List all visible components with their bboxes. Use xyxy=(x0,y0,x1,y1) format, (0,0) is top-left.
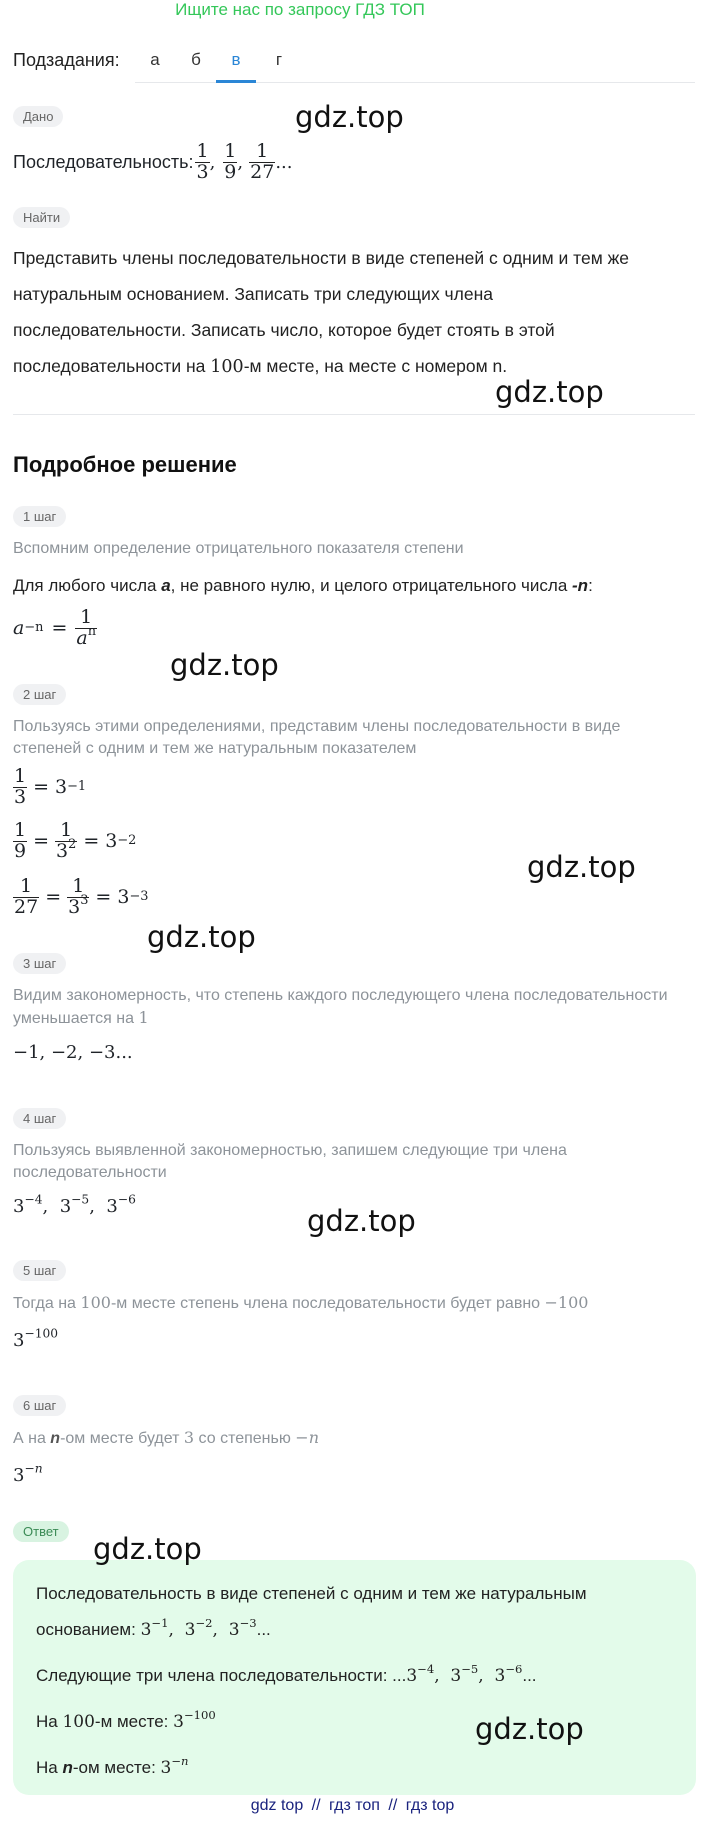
fraction: $\frac{1}{3^3}$ xyxy=(68,874,89,918)
step-6-chip: 6 шаг xyxy=(13,1395,66,1416)
subtask-tabs xyxy=(135,50,695,83)
footer-links: gdz top // гдз топ // гдз top xyxy=(250,1797,455,1814)
step-2-row-3: $\frac{1}{27}$ = $\frac{1}{3^3}$ = 3 −3 xyxy=(14,874,149,918)
step-5-chip: 5 шаг xyxy=(13,1260,66,1281)
watermark: gdz.top xyxy=(147,920,256,954)
watermark: gdz.top xyxy=(295,100,404,134)
step-2-note: Пользуясь этими определениями, представим члены последовательности в виде степеней с одним и тем же натуральным показателем xyxy=(13,718,621,757)
tab-v-active[interactable]: в xyxy=(216,50,256,83)
subtasks-label: Подзадания: xyxy=(13,50,120,70)
step-4-note: Пользуясь выявленной закономерностью, запишем следующие три члена последовательности xyxy=(13,1142,567,1181)
watermark: gdz.top xyxy=(93,1532,202,1566)
tab-g[interactable]: г xyxy=(275,50,283,69)
fraction: $\frac{1}{9}$ xyxy=(14,818,27,862)
given-chip: Дано xyxy=(13,106,63,127)
step-3-note: Видим закономерность, что степень каждого последующего члена последовательности уменьшается на 1 xyxy=(13,987,668,1027)
step-1-formula: a −n = $\frac{1}{a^n}$ xyxy=(13,605,97,649)
solution-title: Подробное решение xyxy=(13,452,237,477)
step-6-note: А на n-ом месте будет 3 со степенью −n xyxy=(13,1428,320,1447)
answer-text: Последовательность в виде степеней с одним и тем же натуральным основанием: $3^{-1}$, $3^{-2}$, $3^{-3}$... Следующие три члена последовательности: $...3^{-4}$, $3^{-5}$, $3^{-6}$... На 100-м месте: $3^{-100}$ На n-ом месте: $3^{-n}$ xyxy=(36,1584,587,1778)
step-3-result: −1, −2, −3... xyxy=(13,1042,133,1063)
watermark: gdz.top xyxy=(170,648,279,682)
fraction: $\frac{1}{3}$ xyxy=(14,764,27,808)
step-3-chip: 3 шаг xyxy=(13,953,66,974)
fraction: $\frac{1}{a^n}$ xyxy=(76,605,97,649)
given-label: Последовательность: xyxy=(13,151,194,172)
divider xyxy=(13,414,695,415)
fraction: $\frac{1}{27}$ xyxy=(14,874,39,918)
footer-link[interactable]: гдз top xyxy=(405,1797,455,1814)
tab-a[interactable]: а xyxy=(150,50,160,69)
tab-b[interactable]: б xyxy=(191,50,201,69)
answer-chip: Ответ xyxy=(13,1521,69,1542)
fraction: $\frac{1}{9}$ xyxy=(224,139,237,183)
fraction: $\frac{1}{27}$ xyxy=(250,139,275,183)
step-4-chip: 4 шаг xyxy=(13,1108,66,1129)
find-chip: Найти xyxy=(13,207,70,228)
step-2-row-1: $\frac{1}{3}$ = 3 −1 xyxy=(14,764,87,808)
step-1-note: Вспомним определение отрицательного показателя степени xyxy=(13,540,464,557)
given-sequence: Последовательность: $\frac{1}{3}$ , $\frac{1}{9}$ , $\frac{1}{27}$ ... xyxy=(13,139,293,183)
fraction: $\frac{1}{3}$ xyxy=(196,139,209,183)
step-1-text: Для любого числа a, не равного нулю, и целого отрицательного числа -n: xyxy=(13,576,593,595)
step-2-row-2: $\frac{1}{9}$ = $\frac{1}{3^2}$ = 3 −2 xyxy=(14,818,137,862)
step-1-chip: 1 шаг xyxy=(13,506,66,527)
watermark: gdz.top xyxy=(307,1204,416,1238)
step-5-result: $3^{-100}$ xyxy=(13,1326,59,1351)
find-text: Представить члены последовательности в виде степеней с одним и тем же натуральным основанием. Записать три следующих члена последовательности. Записать число, которое будет стоять в этой последовательности на 100-м месте, на месте с номером n. xyxy=(13,248,630,377)
search-banner: Ищите нас по запросу ГДЗ ТОП xyxy=(175,0,425,19)
step-6-result: $3^{-n}$ xyxy=(13,1461,43,1486)
step-5-note: Тогда на 100-м месте степень члена последовательности будет равно −100 xyxy=(13,1293,589,1312)
watermark: gdz.top xyxy=(475,1712,584,1746)
footer-link[interactable]: gdz top xyxy=(250,1797,304,1814)
answer-box xyxy=(13,1560,696,1795)
watermark: gdz.top xyxy=(527,850,636,884)
step-2-chip: 2 шаг xyxy=(13,684,66,705)
watermark: gdz.top xyxy=(495,375,604,409)
footer-link[interactable]: гдз топ xyxy=(329,1797,380,1814)
step-4-result: $3^{-4}$, $3^{-5}$, $3^{-6}$ xyxy=(13,1192,136,1217)
fraction: $\frac{1}{3^2}$ xyxy=(56,818,77,862)
